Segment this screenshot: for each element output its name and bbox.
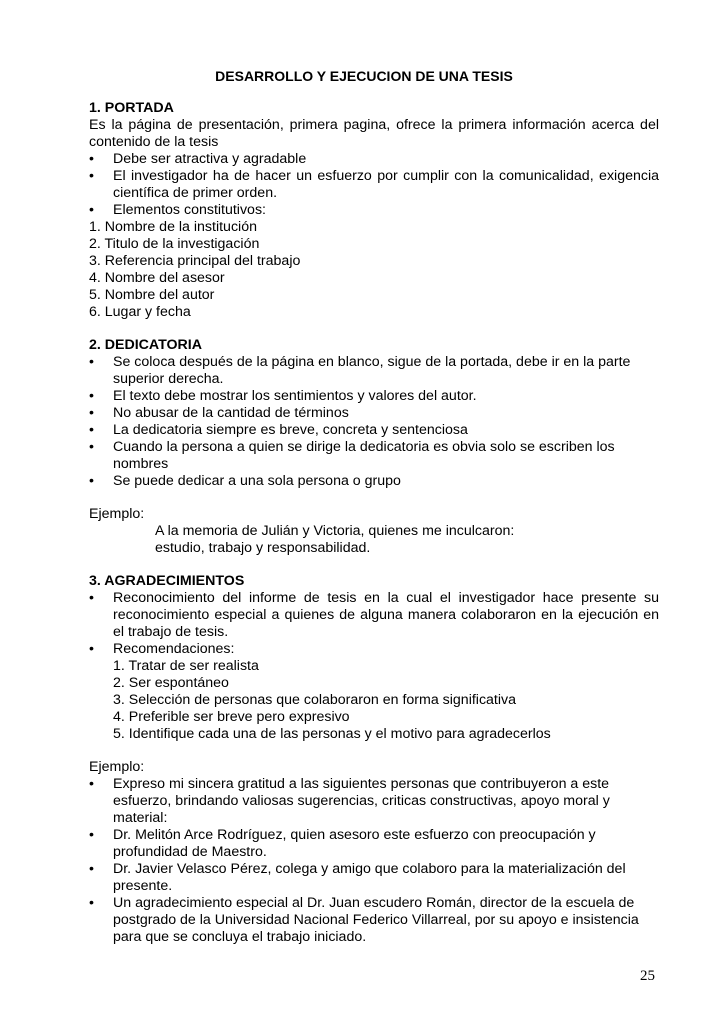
list-item: • Se puede dedicar a una sola persona o grupo	[89, 473, 401, 489]
section-heading-agradecimientos: 3. AGRADECIMIENTOS	[89, 573, 245, 589]
bullet-icon: •	[89, 473, 94, 489]
recommendation-item: 1. Tratar de ser realista	[113, 658, 259, 674]
bullet-icon: •	[89, 641, 94, 657]
list-item: • Expreso mi sincera gratitud a las siguientes personas que contribuyeron a este esfuerzo, brindando valiosas sugerencias, criticas constructivas, apoyo moral y material:	[89, 776, 610, 826]
list-item: 4. Nombre del asesor	[89, 270, 225, 286]
bullet-icon: •	[89, 388, 94, 404]
recommendation-item: 5. Identifique cada una de las personas y el motivo para agradecerlos	[113, 726, 551, 742]
example-label: Ejemplo:	[89, 759, 145, 775]
portada-intro: Es la página de presentación, primera pagina, ofrece la primera información acerca del contenido de la tesis	[89, 117, 659, 150]
bullet-icon: •	[89, 895, 94, 911]
bullet-icon: •	[89, 354, 94, 370]
example-line: A la memoria de Julián y Victoria, quienes me inculcaron:	[155, 523, 515, 539]
list-item: 2. Titulo de la investigación	[89, 236, 260, 252]
list-item: 3. Referencia principal del trabajo	[89, 253, 301, 269]
list-item: • Cuando la persona a quien se dirige la dedicatoria es obvia solo se escriben los nombres	[89, 439, 615, 472]
list-item: • Se coloca después de la página en blanco, sigue de la portada, debe ir en la parte superior derecha.	[89, 354, 631, 387]
list-item: 1. Nombre de la institución	[89, 219, 257, 235]
bullet-icon: •	[89, 776, 94, 792]
list-item: • Un agradecimiento especial al Dr. Juan escudero Román, director de la escuela de postgrado de la Universidad Nacional Federico Villarreal, por su apoyo e insistencia para que se concluya el trabajo iniciado.	[89, 895, 639, 945]
list-item: • Recomendaciones:	[89, 641, 235, 657]
example-line: estudio, trabajo y responsabilidad.	[155, 540, 371, 556]
bullet-icon: •	[89, 202, 94, 218]
list-item: • El texto debe mostrar los sentimientos y valores del autor.	[89, 388, 477, 404]
page-number: 25	[640, 968, 655, 984]
list-item: • Dr. Javier Velasco Pérez, colega y amigo que colaboro para la materialización del presente.	[89, 861, 626, 894]
document-body	[89, 100, 659, 946]
example-label: Ejemplo:	[89, 506, 145, 522]
list-item: • Elementos constitutivos:	[89, 202, 266, 218]
list-item: • El investigador ha de hacer un esfuerzo por cumplir con la comunicalidad, exigencia científica de primer orden.	[89, 168, 659, 201]
bullet-icon: •	[89, 827, 94, 843]
list-item: 6. Lugar y fecha	[89, 304, 191, 320]
bullet-icon: •	[89, 422, 94, 438]
list-item: • Dr. Melitón Arce Rodríguez, quien asesoro este esfuerzo con preocupación y profundidad de Maestro.	[89, 827, 596, 860]
list-item: • No abusar de la cantidad de términos	[89, 405, 349, 421]
list-item: • La dedicatoria siempre es breve, concreta y sentenciosa	[89, 422, 468, 438]
document-title: DESARROLLO Y EJECUCION DE UNA TESIS	[215, 68, 513, 84]
bullet-icon: •	[89, 168, 94, 184]
section-heading-portada: 1. PORTADA	[89, 100, 174, 116]
bullet-icon: •	[89, 405, 94, 421]
list-item: • Debe ser atractiva y agradable	[89, 151, 307, 167]
recommendation-item: 3. Selección de personas que colaboraron en forma significativa	[113, 692, 517, 708]
bullet-icon: •	[89, 861, 94, 877]
section-heading-dedicatoria: 2. DEDICATORIA	[89, 337, 202, 353]
recommendation-item: 2. Ser espontáneo	[113, 675, 229, 691]
recommendation-item: 4. Preferible ser breve pero expresivo	[113, 709, 350, 725]
list-item: • Reconocimiento del informe de tesis en la cual el investigador hace presente su reconocimiento especial a quienes de alguna manera colaboraron en la ejecución en el trabajo de tesis.	[89, 590, 659, 640]
list-item: 5. Nombre del autor	[89, 287, 215, 303]
bullet-icon: •	[89, 439, 94, 455]
bullet-icon: •	[89, 151, 94, 167]
bullet-icon: •	[89, 590, 94, 606]
